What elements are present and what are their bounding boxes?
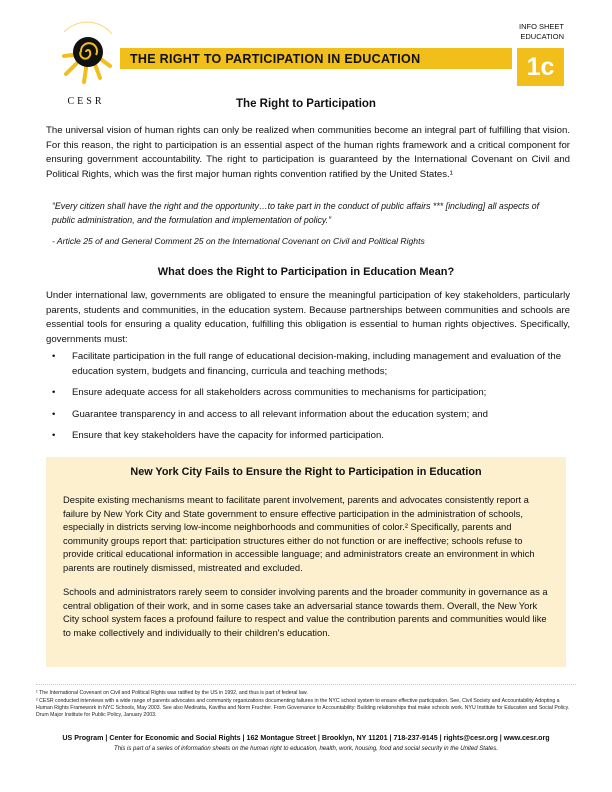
sheet-number: 1c [526, 52, 555, 81]
series-tagline: This is part of a series of information sheets on the human right to education, health, work, housing, food and social security in the United States. [114, 746, 498, 752]
callout-paragraph-1: Despite existing mechanisms meant to facilitate parent involvement, parents and advocates consistently report a failure by New York City and State government to ensure effective participation in the administration of schools, especially in districts serving low-income neighborhoods and communities of color.² Specifically, parents and community groups report that: participation structures either do not function or are ineffective; schools refuse to provide critical educational information in accessible language; and administrators create an environment in which parents are routinely dismissed, mistreated and excluded. [63, 494, 535, 573]
info-line-2: EDUCATION [520, 32, 564, 41]
list-item: • Ensure adequate access for all stakeholders across communities to mechanisms for participation; [46, 386, 568, 401]
logo-text: CESR [67, 96, 105, 107]
page-title: THE RIGHT TO PARTICIPATION IN EDUCATION [130, 51, 421, 66]
obligations-list [46, 350, 568, 451]
section-heading-education: What does the Right to Participation in Education Mean? [157, 266, 455, 278]
callout-heading: New York City Fails to Ensure the Right to Participation in Education [130, 466, 482, 478]
quote-citation: - Article 25 of and General Comment 25 on the International Covenant on Civil and Political Rights [52, 236, 425, 246]
obligations-paragraph: Under international law, governments are obligated to ensure the meaningful participation of key stakeholders, particularly parents, students and communities, in the education system. Because partnerships between communities and schools are essential tools for ensuring a quality education, fulfilling this obligation is essential to human rights objectives. Specifically, governments must: [46, 290, 570, 345]
nyc-callout-box [46, 457, 566, 667]
list-item: • Ensure that key stakeholders have the capacity for informed participation. [46, 429, 568, 444]
info-line-1: INFO SHEET [518, 22, 564, 31]
contact-footer: US Program | Center for Economic and Social Rights | 162 Montague Street | Brooklyn, NY 11201 | 718-237-9145 | rights@cesr.org | www.cesr.org [62, 734, 550, 742]
info-sheet-label [519, 22, 564, 42]
footnote-2: ² CESR conducted interviews with a wide range of parents advocates and community organizations documenting failures in the NYC school system to ensure effective participation. See, Civil Society and Accountability Adopting a Human Rights Framework in NYC Schools, May 2003. See also Mediratta, Kavitha and Norm Fruchter. From Governance to Accountability: Building relationships that make schools work. NYU Institute for Education and Social Policy. Drum Major Institute for Public Policy, January 2003. [36, 698, 570, 718]
title-banner [120, 48, 512, 69]
footnote-1: ¹ The International Covenant on Civil and Political Rights was ratified by the US in 1992, and thus is part of federal law. [36, 690, 308, 696]
section-heading-participation: The Right to Participation [236, 98, 376, 110]
sheet-number-badge [517, 48, 564, 86]
callout-paragraph-2: Schools and administrators rarely seem to consider involving parents and the broader community in governance as a central obligation of their work, and in some cases take an adversarial stance towards them. Overall, the New York City school system faces a profound failure to respect and value the contribution parents and communities would like to make collectively and individually to their children's education. [63, 586, 548, 638]
footnote-divider [36, 684, 576, 685]
quote: “Every citizen shall have the right and the opportunity…to take part in the conduct of public affairs *** [including] all aspects of public administration, and the formulation and implementation of policy.” [52, 201, 540, 225]
list-item: • Guarantee transparency in and access to all relevant information about the education system; and [46, 408, 568, 423]
cesr-logo [44, 12, 128, 106]
intro-paragraph: The universal vision of human rights can only be realized when communities become an integral part of fulfilling that vision. For this reason, the right to participation is an essential aspect of the human rights framework and a critical component for ensuring government accountability. The right to participation is guaranteed by the International Covenant on Civil and Political Rights, which was the first major human rights convention ratified by the United States.¹ [46, 125, 570, 180]
hand-spiral-logo-icon [44, 12, 128, 96]
list-item: • Facilitate participation in the full range of educational decision-making, including management and evaluation of the education system, budgets and financing, curricula and teaching methods; [46, 350, 568, 379]
